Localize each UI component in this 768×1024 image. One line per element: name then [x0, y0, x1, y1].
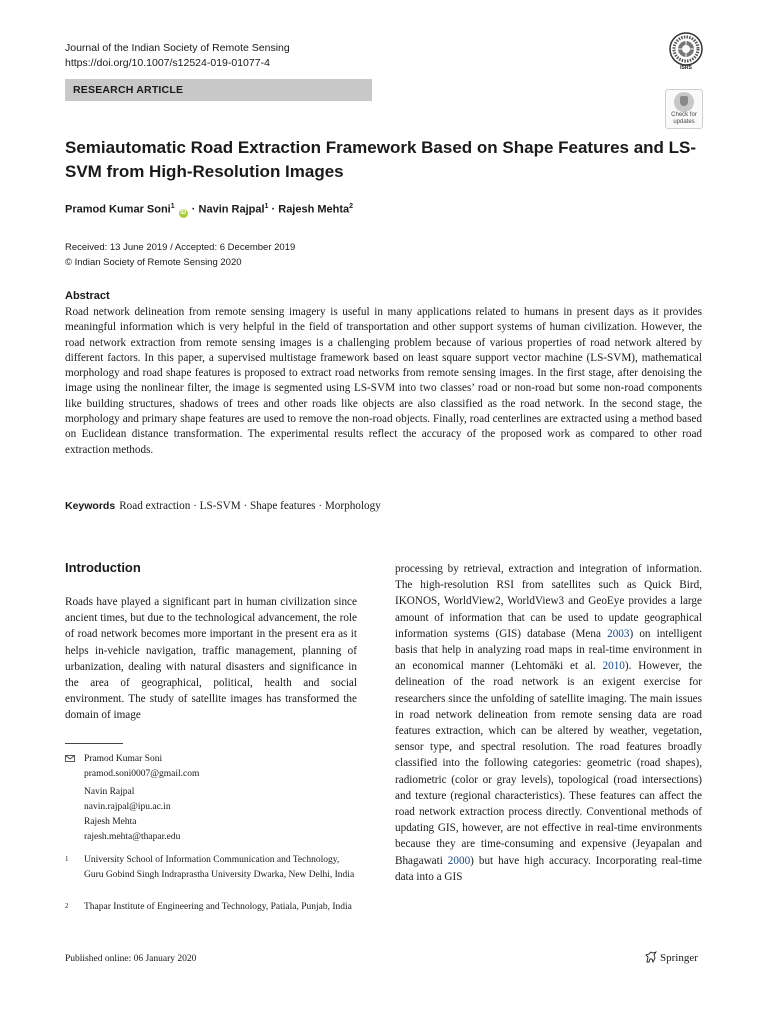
springer-horse-icon	[645, 951, 657, 963]
received-accepted: Received: 13 June 2019 / Accepted: 6 December 2019	[65, 242, 296, 253]
keywords-line	[65, 500, 381, 512]
author-name[interactable]: Pramod Kumar Soni	[65, 203, 171, 216]
footnote-divider	[65, 743, 123, 744]
springer-logo	[645, 951, 698, 964]
isrs-logo-icon	[669, 32, 703, 66]
copyright-line: © Indian Society of Remote Sensing 2020	[65, 257, 242, 268]
coauthor-contact: Rajesh Mehta rajesh.mehta@thapar.edu	[84, 815, 180, 844]
citation-link[interactable]: 2000	[447, 854, 471, 867]
citation-link[interactable]: 2003	[607, 627, 630, 640]
coauthor-contact: Navin Rajpal navin.rajpal@ipu.ac.in	[84, 785, 171, 814]
email-link[interactable]: navin.rajpal@ipu.ac.in	[84, 801, 171, 812]
affiliation-text: Thapar Institute of Engineering and Technology, Patiala, Punjab, India	[84, 902, 352, 912]
affiliation-number: 1	[65, 855, 69, 863]
journal-name: Journal of the Indian Society of Remote Sensing	[65, 42, 290, 54]
introduction-right-column: processing by retrieval, extraction and integration of information. The high-resolution RSI from satellites such as Quick Bird, IKONOS, WorldView2, WorldView3 and GeoEye provides a large amount of information that can be used to update geographical information systems (GIS) database (Mena 2003) on intelligent basis that help in analyzing road maps in real-time environment in an economical manner (Lehtomäki et al. 2010). However, the delineation of the road network is an exigent exercise for researchers since the unfolding of satellite imaging. The main issues in road network delineation from remote sensing data are road features extraction, which can be altered by weather, vegetation, sensor type, and spectral resolution. The road features broadly classified into the following categories: geometric (road shapes), radiometric (color or gray levels), topological (road intersections) and texture (regional characteristics). These features can affect the road network extraction process directly. Conventional methods of updating GIS, however, are not effective in real-time environments because they are time-consuming and expensive (Jeyapalan and Bhagawati 2000) but have high accuracy. Incorporating real-time data into a GIS	[395, 563, 703, 883]
check-for-updates-badge[interactable]	[665, 89, 703, 129]
check-for-updates-label: Check for updates	[671, 112, 697, 125]
introduction-heading: Introduction	[65, 560, 141, 575]
keywords-list: Road extraction · LS-SVM · Shape features · Morphology	[119, 500, 381, 512]
bookmark-icon	[674, 92, 694, 112]
affiliation-text: University School of Information Communication and Technology, Guru Gobind Singh Indraprastha University Dwarka, New Delhi, India	[84, 855, 355, 880]
corresponding-author: Pramod Kumar Soni pramod.soni0007@gmail.com	[84, 752, 199, 781]
paper-title: Semiautomatic Road Extraction Framework Based on Shape Features and LS-SVM from High-Resolution Images	[65, 138, 697, 181]
introduction-left-column: Roads have played a significant part in human civilization since ancient times, but due to the technological advancement, the role of road network becomes more important in the present era as it helps in-vehicle navigation, traffic management, planning of urbanization, dealing with natural disasters and significance in the area of geographical, political, health and social environment. The study of satellite images has transformed the domain of image	[65, 596, 357, 722]
author-name[interactable]: Navin Rajpal	[198, 203, 265, 216]
author-list: Pramod Kumar Soni$^1$ iD · Navin Rajpal$^1$ · Rajesh Mehta$^2$	[65, 203, 354, 216]
published-online: Published online: 06 January 2020	[65, 954, 197, 964]
abstract-text: Road network delineation from remote sensing imagery is useful in many applications related to humans in present days as it provides meaningful information which is very helpful in the field of transportation and other support systems of human civilization. However, the road network extraction from remote sensing images is a challenging problem because of various properties of road network altered by different factors. In this paper, a supervised multistage framework based on least square support vector machine (LS-SVM), mathematical morphology and road shape features is proposed to extract road networks from remote sensing images. In the first stage, after denoising the image using the nonlinear filter, the image is segmented using LS-SVM into two classes’ road or non-road but some non-road components like building structures, shadows of trees and other roads like objects are also classified as the road network. In the second stage, the morphology and primary shape features are used to remove the non-road objects. Finally, road centerlines are extracted using a method based on Euclidean distance transformation. The experimental results reflect the accuracy of the proposed work as compared to other road extraction methods.	[65, 306, 702, 456]
citation-link[interactable]: 2010	[602, 660, 625, 673]
doi-link[interactable]: https://doi.org/10.1007/s12524-019-01077-4	[65, 57, 270, 69]
email-link[interactable]: pramod.soni0007@gmail.com	[84, 768, 200, 779]
envelope-icon	[65, 755, 75, 762]
email-link[interactable]: rajesh.mehta@thapar.edu	[84, 831, 181, 842]
isrs-logo-label: ISRS	[680, 65, 692, 71]
affiliation-number: 2	[65, 902, 69, 910]
article-type-label: RESEARCH ARTICLE	[73, 84, 184, 96]
publication-dates	[65, 240, 295, 270]
article-type-banner	[65, 79, 372, 101]
publisher-name: Springer	[660, 952, 698, 964]
journal-header	[65, 41, 290, 71]
abstract-heading: Abstract	[65, 290, 110, 302]
orcid-icon[interactable]: iD	[180, 209, 187, 216]
author-name[interactable]: Rajesh Mehta	[278, 203, 350, 216]
keywords-label: Keywords	[65, 500, 116, 512]
